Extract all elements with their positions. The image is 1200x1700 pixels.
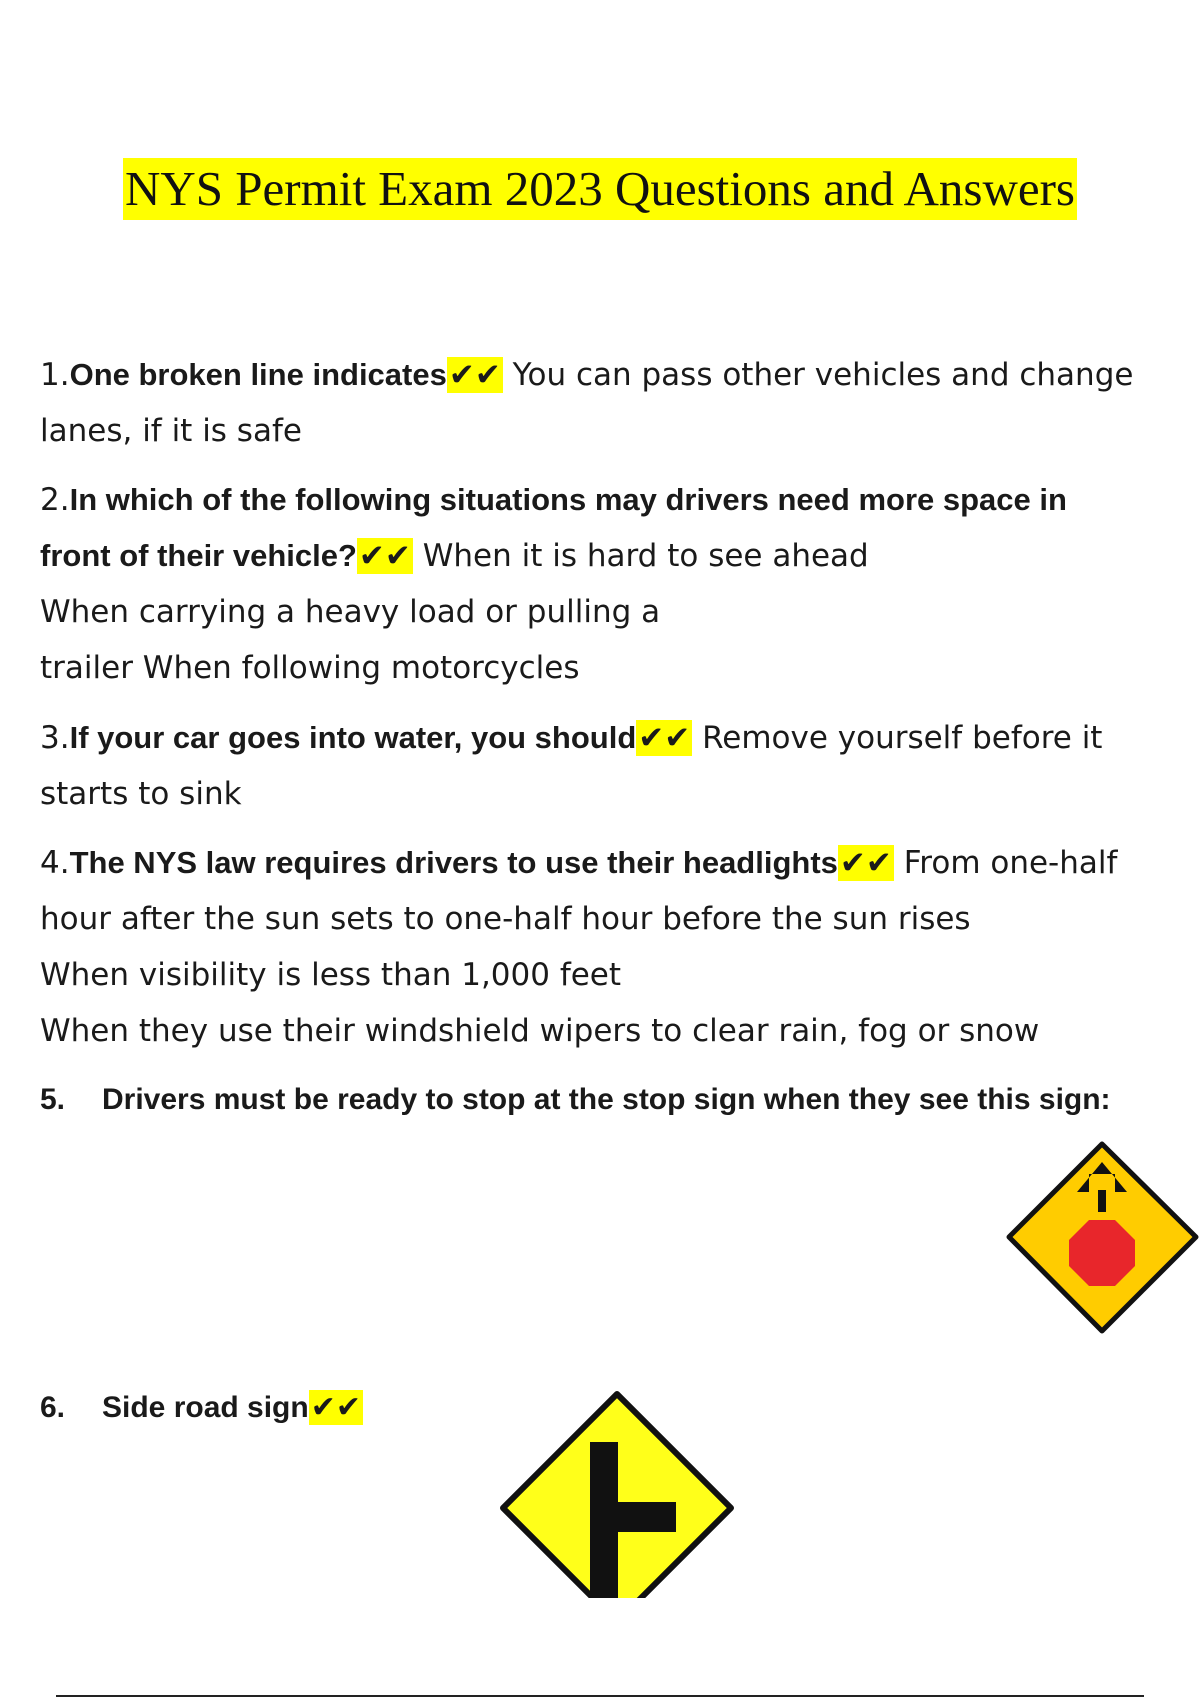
q2-line-2 [40, 528, 1175, 584]
q3-check-icon: ✔✔ [638, 720, 691, 756]
q3-number: 3. [40, 720, 70, 756]
question-2 [40, 472, 1175, 696]
q5-number: 5. [40, 1083, 66, 1116]
q3-line-1 [40, 710, 1175, 766]
q6-question: Side road sign [102, 1391, 309, 1424]
q2-number: 2. [40, 482, 70, 518]
q4-number: 4. [40, 845, 70, 881]
q4-answer-line-2: hour after the sun sets to one-half hour before the sun rises [40, 901, 971, 937]
title-container [0, 158, 1200, 220]
footer-divider [56, 1695, 1144, 1697]
question-4 [40, 835, 1175, 1059]
q1-question: One broken line indicates [69, 357, 447, 392]
q1-number: 1. [40, 357, 70, 393]
q2-question-cont: front of their vehicle? [40, 538, 357, 573]
q4-line-1 [40, 835, 1175, 891]
q5-question: Drivers must be ready to stop at the stop sign when they see this sign: [102, 1083, 1111, 1116]
q4-question: The NYS law requires drivers to use their headlights [69, 845, 838, 880]
q1-check-icon: ✔✔ [448, 357, 501, 393]
q2-answer-line-2: When carrying a heavy load or pulling a [40, 594, 661, 630]
stop-ahead-sign-icon [1005, 1140, 1200, 1335]
q4-check-icon: ✔✔ [839, 845, 892, 881]
question-1 [40, 347, 1175, 459]
q3-answer-cont: starts to sink [40, 776, 242, 812]
q1-answer: You can pass other vehicles and change [502, 357, 1134, 393]
q2-check-icon: ✔✔ [358, 538, 411, 574]
q4-answer: From one-half [893, 845, 1118, 881]
question-6 [40, 1383, 363, 1433]
question-5 [40, 1075, 1111, 1125]
q2-line-1 [40, 472, 1175, 528]
q2-answer: When it is hard to see ahead [412, 538, 869, 574]
q2-answer-line-3: trailer When following motorcycles [40, 650, 580, 686]
q4-answer-line-3: When visibility is less than 1,000 feet [40, 957, 622, 993]
q3-question: If your car goes into water, you should [69, 720, 637, 755]
q6-check-icon: ✔✔ [310, 1390, 361, 1425]
q2-question: In which of the following situations may drivers need more space in [69, 482, 1067, 517]
q4-answer-line-4: When they use their windshield wipers to clear rain, fog or snow [40, 1013, 1040, 1049]
q3-answer: Remove yourself before it [692, 720, 1103, 756]
page-title: NYS Permit Exam 2023 Questions and Answers [123, 158, 1077, 220]
question-3 [40, 710, 1175, 822]
q6-number: 6. [40, 1391, 66, 1424]
side-road-sign-icon [500, 1390, 735, 1600]
q1-answer-cont: lanes, if it is safe [40, 413, 302, 449]
q1-line-1 [40, 347, 1175, 403]
